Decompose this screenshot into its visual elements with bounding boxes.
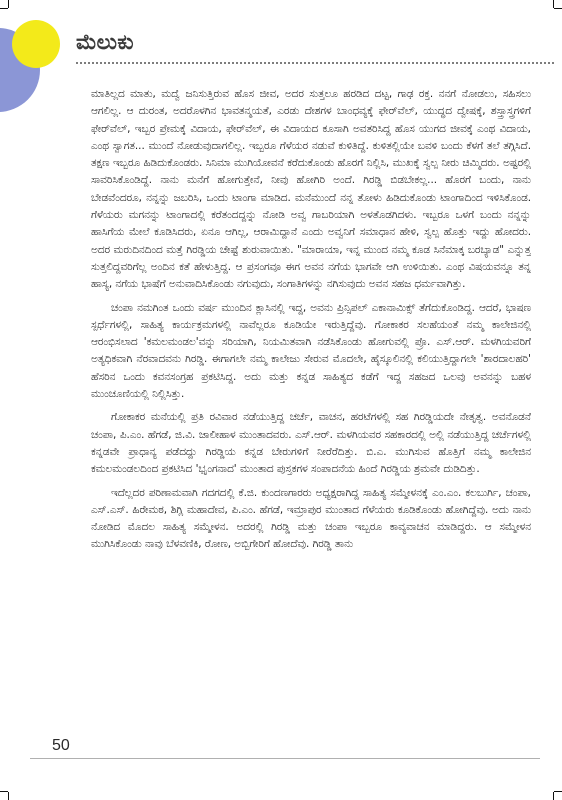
crop-mark-top-right-v: [553, 0, 554, 8]
article-body: [91, 86, 531, 768]
crop-mark-bottom-right: [554, 791, 562, 792]
crop-mark-top-left: [0, 8, 8, 9]
paragraph: ಇದೆಲ್ಲದರ ಪರಿಣಾಮವಾಗಿ ಗದಗದಲ್ಲಿ ಕೆ.ಜಿ. ಕುಂದಣಗಾರರು ಅಧ್ಯಕ್ಷರಾಗಿದ್ದ ಸಾಹಿತ್ಯ ಸಮ್ಮೇಳನಕ್ಕೆ ಎಂ.ಎಂ. ಕಲಬುರ್ಗಿ, ಚಂಪಾ, ಎಸ್.ಎಸ್. ಹಿರೇಮಠ, ಶಿಗ್ಲಿ ಮಹಾದೇವ, ಪಿ.ಎಂ. ಹೆಗಡೆ, ಇಮ್ರಾಪುರ ಮುಂತಾದ ಗೆಳೆಯರು ಕೂಡಿಕೊಂಡು ಹೋಗಿದ್ದೆವು. ಅದು ನಾನು ನೋಡಿದ ಮೊದಲ ಸಾಹಿತ್ಯ ಸಮ್ಮೇಳನ. ಅದರಲ್ಲಿ ಗಿರಡ್ಡಿ ಮತ್ತು ಚಂಪಾ ಇಬ್ಬರೂ ಕಾವ್ಯವಾಚನ ಮಾಡಿದ್ದರು. ಆ ಸಮ್ಮೇಳನ ಮುಗಿಸಿಕೊಂಡು ನಾವು ಬೆಳವಣಿಕಿ, ರೋಣ, ಅಬ್ಬಿಗೇರಿಗೆ ಹೋದೆವು. ಗಿರಡ್ಡಿ ತಾನು: [91, 486, 531, 551]
crop-mark-top-left-v: [8, 0, 9, 8]
crop-mark-bottom-left-v: [8, 792, 9, 800]
section-title: ಮೆಲುಕು: [76, 30, 135, 54]
paragraph: ಮಾತಿಲ್ಲದ ಮಾತು, ಮದ್ವೆ ಜನಿಸುತ್ತಿರುವ ಹೊಸ ಜೀವ, ಅದರ ಸುತ್ತಲೂ ಹರಡಿದ ದಟ್ಟ, ಗಾಢ ರಕ್ತ. ನನಗೆ ನೋಡಲು, ಸಹಿಸಲು ಆಗಲಿಲ್ಲ. ಆ ದುರಂತ, ಅದರೊಳಗಿನ ಭಾವತನ್ಮಯತೆ, ಎರಡು ದೇಶಗಳ ಬಾಂಧವ್ಯಕ್ಕೆ ಫೇರ್‌ವೆಲ್, ಯುದ್ಧದ ದ್ವೇಷಕ್ಕೆ, ಶಸ್ತ್ರಾಸ್ತ್ರಗಳಿಗೆ ಫೇರ್‌ವೆಲ್, ಇಬ್ಬರ ಪ್ರೇಮಕ್ಕೆ ವಿದಾಯ, ಫೇರ್‌ವೆಲ್, ಈ ವಿದಾಯದ ಕೂಸಾಗಿ ಅವತರಿಸಿದ್ದ ಹೊಸ ಯುಗದ ಜೀವಕ್ಕೆ ಎಂಥ ವಿದಾಯ, ಎಂಥ ಸ್ವಾಗತ... ಮುಂದೆ ನೋಡುವುದಾಗಲಿಲ್ಲ. ಇಬ್ಬರೂ ಗೆಳೆಯರ ನಡುವೆ ಕುಳಿತಿದ್ದೆ. ಕುಳಿತಲ್ಲಿಯೇ ಬವಳಿ ಬಂದು ಕೆಳಗೆ ತಲೆ ತಗ್ಗಿಸಿದೆ. ತಕ್ಷಣ ಇಬ್ಬರೂ ಹಿಡಿದುಕೊಂಡರು. ಸಿನಿಮಾ ಮುಗಿಯೋವನೆ ಕರೆದುಕೊಂಡು ಹೊರಗೆ ನಿಲ್ಲಿಸಿ, ಮುಖಕ್ಕೆ ಸ್ವಲ್ಪ ನೀರು ಚಿಮ್ಮಿದರು. ಅಷ್ಟರಲ್ಲಿ ಸಾವರಿಸಿಕೊಂಡಿದ್ದೆ. ನಾನು ಮನೆಗೆ ಹೋಗುತ್ತೇನೆ, ನೀವು ಹೋಗಿರಿ ಅಂದೆ. ಗಿರಡ್ಡಿ ಬಿಡಬೇಕಲ್ಲ... ಹೊರಗೆ ಬಂದು, ನಾನು ಬೇಡವೆಂದರೂ, ನನ್ನನ್ನು ಜಬರಿಸಿ, ಒಂದು ಟಾಂಗಾ ಮಾಡಿದ. ಮನೆಮುಂದೆ ನನ್ನ ತೋಳು ಹಿಡಿದುಕೊಂಡು ಟಾಂಗಾದಿಂದ ಇಳಿಸಿಕೊಂಡ. ಗೆಳೆಯರು ಮಗನನ್ನು ಟಾಂಗಾದಲ್ಲಿ ಕರೆತಂದದ್ದನ್ನು ನೋಡಿ ಅವ್ವ ಗಾಬರಿಯಾಗಿ ಅಳತೊಡಗಿದಳು. ಇಬ್ಬರೂ ಒಳಗೆ ಬಂದು ನನ್ನನ್ನು ಹಾಸಿಗೆಯ ಮೇಲೆ ಕೂಡಿಸಿದರು, ಏನೂ ಆಗಿಲ್ಲ, ಆರಾಮಿದ್ದಾನೆ ಎಂದು ಅವ್ವನಿಗೆ ಸಮಾಧಾನ ಹೇಳಿ, ಸ್ವಲ್ಪ ಹೊತ್ತು ಇದ್ದು ಹೋದರು. ಅದರ ಮರುದಿನದಿಂದ ಮತ್ತೆ ಗಿರಡ್ಡಿಯ ಚೇಷ್ಟೆ ಶುರುವಾಯಿತು. "ಮಾರಾಯಾ, ಇನ್ನ ಮುಂದ ನಮ್ಮ ಕೂಡ ಸಿನೆಮಾಕ್ಕ ಬರಬ್ಯಾಡ" ಎನ್ನುತ್ತ ಸುತ್ತಲಿದ್ದವರಿಗೆಲ್ಲ ಅಂದಿನ ಕತೆ ಹೇಳುತ್ತಿದ್ದ. ಆ ಪ್ರಸಂಗವೂ ಈಗ ಅವನ ನಗೆಯ ಭಾಗವೇ ಆಗಿ ಉಳಿಯಿತು. ಎಂಥ ವಿಷಯವನ್ನೂ ತನ್ನ ಹಾಸ್ಯ, ನಗೆಯ ಭಾಷೆಗೆ ಅನುವಾದಿಸಿಕೊಂಡು ನಗುವುದು, ಸಂಗಾತಿಗಳನ್ನು ನಗಿಸುವುದು ಅವನ ಸಹಜ ಧರ್ಮವಾಗಿತ್ತು.: [91, 88, 531, 291]
page-number: 50: [52, 737, 70, 754]
crop-mark-bottom-left: [0, 791, 8, 792]
footer-rule: [30, 758, 540, 759]
paragraph: ಚಂಪಾ ನಮಗಿಂತ ಒಂದು ವರ್ಷ ಮುಂದಿನ ಕ್ಲಾಸಿನಲ್ಲಿ ಇದ್ದ, ಅವನು ಪ್ರಿನ್ಸಿಪಲ್ ಎಕಾನಾಮಿಕ್ಸ್ ತೆಗೆದುಕೊಂಡಿದ್ದ. ಆದರೆ, ಭಾಷಣ ಸ್ಪರ್ಧೆಗಳಲ್ಲಿ, ಸಾಹಿತ್ಯ ಕಾರ್ಯಕ್ರಮಗಳಲ್ಲಿ ನಾವೆಲ್ಲರೂ ಕೂಡಿಯೇ ಇರುತ್ತಿದ್ದೆವು. ಗೋಕಾಕರ ಸಲಹೆಯಂತೆ ನಮ್ಮ ಕಾಲೇಜಿನಲ್ಲಿ ಆರಂಭಿಸಲಾದ 'ಕಮಲಮಂಡಲ'ವನ್ನು ಸರಿಯಾಗಿ, ನಿಯಮಿತವಾಗಿ ನಡೆಸಿಕೊಂಡು ಹೋಗುವಲ್ಲಿ ಪ್ರೊ. ಎಸ್.ಆರ್. ಮಳಗಿಯವರಿಗೆ ಅತ್ಯಧಿಕವಾಗಿ ನೆರವಾದವನು ಗಿರಡ್ಡಿ. ಈಗಾಗಲೇ ನಮ್ಮ ಕಾಲೇಜು ಸೇರುವ ಮೊದಲೇ, ಹೈಸ್ಕೂಲಿನಲ್ಲಿ ಕಲಿಯುತ್ತಿದ್ದಾಗಲೇ 'ಶಾರದಾಲಹರಿ' ಹೆಸರಿನ ಒಂದು ಕವನಸಂಗ್ರಹ ಪ್ರಕಟಿಸಿದ್ದ. ಅದು ಮತ್ತು ಕನ್ನಡ ಸಾಹಿತ್ಯದ ಕಡೆಗೆ ಇದ್ದ ಸಹಜದ ಒಲವು ಅವನನ್ನು ಬಹಳ ಮುಂಚೂಣಿಯಲ್ಲಿ ನಿಲ್ಲಿಸಿತ್ತು.: [91, 301, 531, 401]
header-dotted-rule: [76, 62, 554, 64]
decorative-yellow-circle: [12, 20, 60, 68]
paragraph: ಗೋಕಾಕರ ಮನೆಯಲ್ಲಿ ಪ್ರತಿ ರವಿವಾರ ನಡೆಯುತ್ತಿದ್ದ ಚರ್ಚೆ, ವಾಚನ, ಹರಟೆಗಳಲ್ಲಿ ಸಹ ಗಿರಡ್ಡಿಯದೇ ನೇತೃತ್ವ. ಅವನೊಡನೆ ಚಂಪಾ, ಪಿ.ಎಂ. ಹೆಗಡೆ, ಜಿ.ವಿ. ಜಾಲೀಹಾಳ ಮುಂತಾದವರು. ಎಸ್.ಆರ್. ಮಳಗಿಯವರ ಸಹಕಾರದಲ್ಲಿ ಅಲ್ಲಿ ನಡೆಯುತ್ತಿದ್ದ ಚರ್ಚೆಗಳಲ್ಲಿ ಕನ್ನಡವೇ ಪ್ರಾಧಾನ್ಯ ಪಡೆದದ್ದು ಗಿರಡ್ಡಿಯ ಕನ್ನಡ ಬೇರುಗಳಿಗೆ ನೀರೆರೆದಿತ್ತು. ಬಿ.ಎ. ಮುಗಿಸುವ ಹೊತ್ತಿಗೆ ನಮ್ಮ ಕಾಲೇಜಿನ ಕಮಲಮಂಡಲದಿಂದ ಪ್ರಕಟಿಸಿದ 'ಭೃಂಗನಾದ' ಮುಂತಾದ ಪುಸ್ತಕಗಳ ಸಂಪಾದನೆಯ ಹಿಂದೆ ಗಿರಡ್ಡಿಯ ಶ್ರಮವೇ ದುಡಿದಿತ್ತು.: [91, 411, 531, 476]
crop-mark-top-right: [554, 8, 562, 9]
crop-mark-bottom-right-v: [553, 792, 554, 800]
